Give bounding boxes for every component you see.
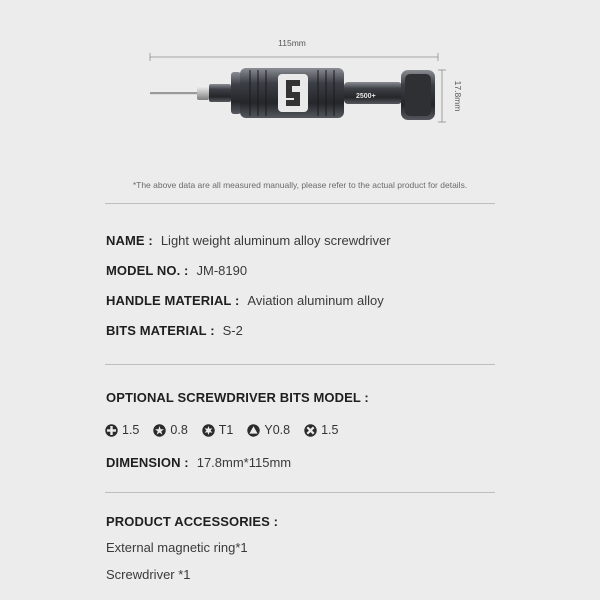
accessory-item: Screwdriver *1 <box>106 567 191 582</box>
spec-handle-material <box>106 293 384 308</box>
bit-item <box>304 423 338 437</box>
bits-list <box>105 423 338 437</box>
bit-item <box>153 423 187 437</box>
torx-icon <box>202 424 215 437</box>
divider <box>105 203 495 204</box>
bit-label: 1.5 <box>122 423 140 437</box>
spec-name <box>106 233 391 248</box>
bit-item <box>247 423 290 437</box>
measurement-note: *The above data are all measured manually, please refer to the actual product for details. <box>132 180 468 190</box>
dimension-row <box>106 455 291 470</box>
phillips-icon <box>105 424 118 437</box>
spec-label: HANDLE MATERIAL : <box>106 293 240 308</box>
bit-item <box>202 423 234 437</box>
spec-value: JM-8190 <box>196 263 248 278</box>
diameter-label: 17.8mm <box>453 80 463 112</box>
spec-label: BITS MATERIAL : <box>106 323 215 338</box>
tri-wing-icon <box>247 424 260 437</box>
brand-logo-icon <box>278 74 308 112</box>
dimension-label: DIMENSION : <box>106 455 189 470</box>
spec-label: MODEL NO. : <box>106 263 189 278</box>
screwdriver-illustration <box>0 0 600 160</box>
dimension-value: 17.8mm*115mm <box>196 455 292 470</box>
divider <box>105 492 495 493</box>
bit-label: 1.5 <box>321 423 339 437</box>
spec-value: Aviation aluminum alloy <box>247 293 384 308</box>
cross-icon <box>304 424 317 437</box>
divider <box>105 364 495 365</box>
bit-item <box>105 423 139 437</box>
product-figure <box>0 0 600 160</box>
accessory-item: External magnetic ring*1 <box>106 540 248 555</box>
length-label: 115mm <box>278 38 306 48</box>
spec-value: Light weight aluminum alloy screwdriver <box>160 233 391 248</box>
spec-bits-material <box>106 323 243 338</box>
bit-label: T1 <box>218 423 234 437</box>
spec-label: NAME : <box>106 233 153 248</box>
tip-print: 2500+ <box>356 93 376 100</box>
bit-label: 0.8 <box>170 423 188 437</box>
spec-value: S-2 <box>222 323 243 338</box>
bits-section-title: OPTIONAL SCREWDRIVER BITS MODEL : <box>106 390 369 405</box>
spec-model <box>106 263 247 278</box>
bit-label: Y0.8 <box>264 423 291 437</box>
pentalobe-icon <box>153 424 166 437</box>
accessories-title: PRODUCT ACCESSORIES : <box>106 514 279 529</box>
